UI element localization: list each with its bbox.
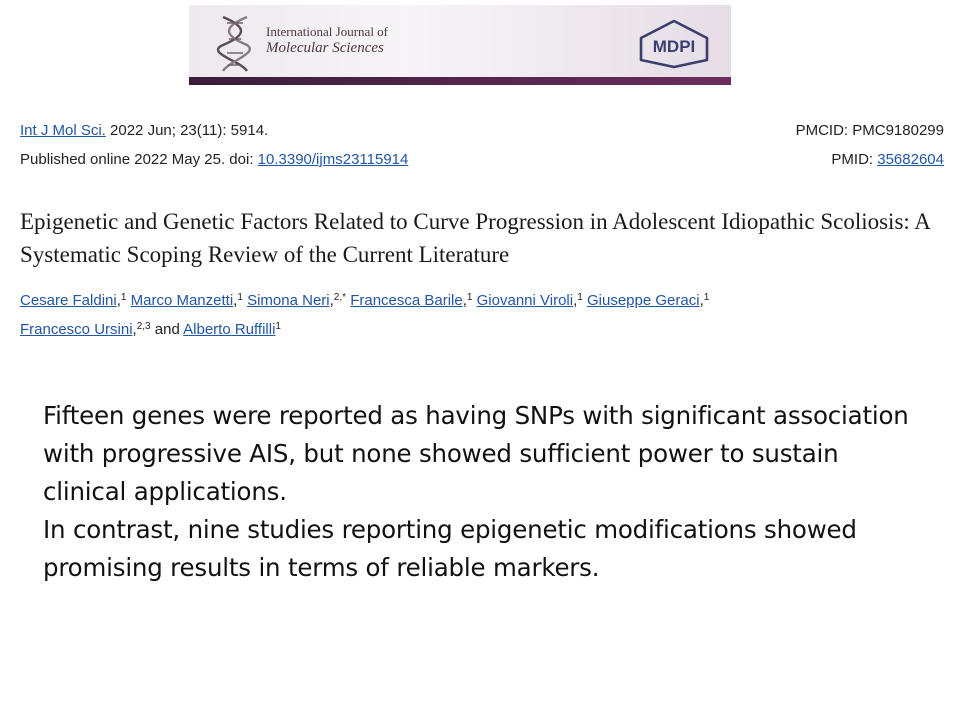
author-affiliation: 1 [703, 292, 710, 303]
journal-link[interactable]: Int J Mol Sci. [20, 122, 106, 139]
doi-link[interactable]: 10.3390/ijms23115914 [257, 151, 409, 168]
author-entry: Marco Manzetti,$^1$ [130, 292, 243, 309]
pmid-label: PMID: [831, 151, 878, 168]
author-link[interactable]: Giuseppe Geraci [587, 292, 700, 309]
summary-paragraph-1: Fifteen genes were reported as having SNPs with significant association with progressive AIS, but none showed sufficient power to sustain clinical applications. [43, 401, 909, 506]
author-entry: Simona Neri,$^{2,*}$ [247, 292, 347, 309]
citation-date-issue: 2022 Jun; 23(11): 5914. [105, 122, 269, 139]
mdpi-logo-text: MDPI [652, 37, 696, 56]
journal-name-line2: Molecular Sciences [266, 40, 384, 56]
author-link[interactable]: Cesare Faldini [20, 292, 117, 309]
dna-helix-icon [215, 13, 255, 75]
author-link[interactable]: Alberto Ruffilli [183, 321, 276, 338]
pmid-link[interactable]: 35682604 [877, 151, 944, 168]
author-entry: Giuseppe Geraci,$^1$ [587, 292, 710, 309]
author-entry: Francesca Barile,$^1$ [350, 292, 473, 309]
author-link[interactable]: Giovanni Viroli [476, 292, 574, 309]
summary-paragraph-2: In contrast, nine studies reporting epigenetic modifications showed promising results in terms of reliable markers. [43, 515, 857, 582]
author-link[interactable]: Marco Manzetti [130, 292, 234, 309]
article-title: Epigenetic and Genetic Factors Related to Curve Progression in Adolescent Idiopathic Scoliosis: A Systematic Scoping Review of the Current Literature [20, 209, 930, 267]
pmcid: PMCID: PMC9180299 [795, 122, 944, 139]
citation-published [20, 151, 408, 169]
slide-summary [43, 397, 923, 587]
author-entry: Francesco Ursini,$^{2,3}$ and [20, 321, 184, 338]
author-affiliation: 2,3 [136, 321, 151, 332]
journal-name [266, 23, 388, 57]
author-affiliation: 1 [275, 321, 281, 332]
banner-stripe [189, 77, 731, 85]
citation-row-1 [20, 122, 944, 140]
mdpi-logo [636, 19, 712, 69]
author-entry: Cesare Faldini,$^1$ [20, 292, 127, 309]
published-text: Published online 2022 May 25. doi: [20, 151, 258, 168]
citation-row-2 [20, 151, 944, 169]
author-list [20, 286, 940, 344]
author-affiliation: 1 [577, 292, 583, 303]
author-affiliation: 2,* [333, 292, 347, 303]
pmid [831, 151, 944, 169]
journal-banner [189, 5, 731, 85]
author-link[interactable]: Francesca Barile [350, 292, 463, 309]
author-entry: Giovanni Viroli,$^1$ [476, 292, 583, 309]
journal-name-line1: International Journal of [266, 24, 389, 39]
author-link[interactable]: Francesco Ursini [20, 321, 133, 338]
author-link[interactable]: Simona Neri [247, 292, 330, 309]
author-affiliation: 1 [237, 292, 243, 303]
author-affiliation: 1 [120, 292, 127, 303]
author-entry [183, 321, 281, 338]
author-affiliation: 1 [466, 292, 473, 303]
citation-journal [20, 122, 268, 140]
